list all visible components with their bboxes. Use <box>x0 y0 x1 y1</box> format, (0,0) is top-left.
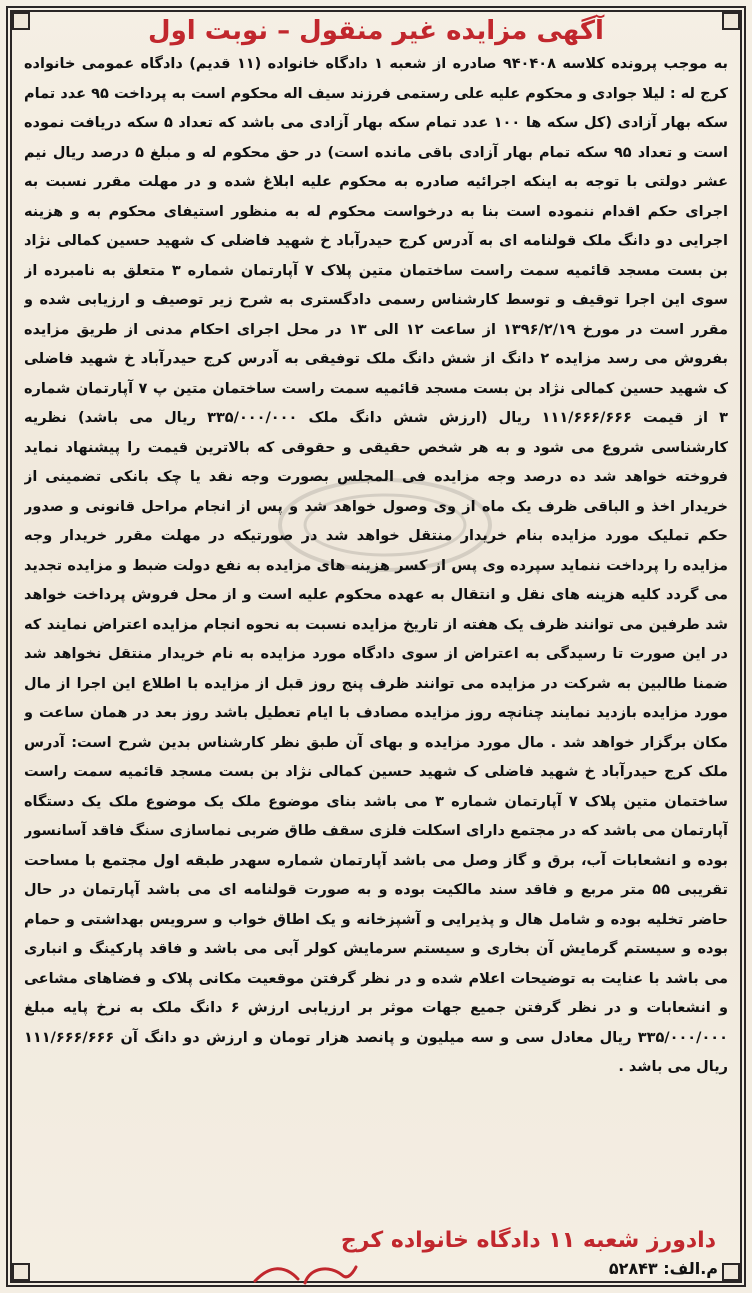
border-corner-ornament <box>12 1263 30 1281</box>
border-corner-ornament <box>722 1263 740 1281</box>
notice-signature: دادورز شعبه ۱۱ دادگاه خانواده کرج <box>340 1228 716 1253</box>
handwritten-mark <box>250 1261 360 1287</box>
reference-number: م.الف: ۵۲۸۴۳ <box>608 1259 718 1278</box>
notice-title: آگهی مزایده غیر منقول – نوبت اول <box>148 16 604 46</box>
notice-body: به موجب پرونده کلاسه ۹۴۰۴۰۸ صادره از شعبه ۱ دادگاه خانواده (۱۱ قدیم) دادگاه عمومی خانواده کرج له : لیلا جوادی و محکوم علیه علی رستمی فرزند سیف اله محکوم است به پرداخت ۹۵ عدد تمام سکه بهار آزادی (کل سکه ها ۱۰۰ عدد تمام سکه بهار آزادی می باشد که تعداد ۵ سکه دریافت نموده است و تعداد ۹۵ سکه تمام بهار آزادی باقی مانده است) در حق محکوم له و مبلغ ۵ درصد ریال نیم عشر دولتی با توجه به اینکه اجرائیه صادره به محکوم علیه ابلاغ شده و در مهلت مقرر نسبت به اجرای حکم اقدام ننموده است بنا به درخواست محکوم له به منظور استیفای محکوم به و هزینه اجرایی دو دانگ ملک قولنامه ای به آدرس کرج حیدرآباد خ شهید فاضلی ک شهید حسین کمالی نژاد بن بست مسجد قائمیه سمت راست ساختمان متین پلاک ۷ آپارتمان شماره ۳ متعلق به نامبرده از سوی این اجرا توقیف و توسط کارشناس رسمی دادگستری به شرح زیر توصیف و ارزیابی شده و مقرر است در مورخ ۱۳۹۶/۲/۱۹ از ساعت ۱۲ الی ۱۳ در محل اجرای احکام مدنی از طریق مزایده بفروش می رسد مزایده ۲ دانگ از شش دانگ ملک توفیقی به آدرس کرج حیدرآباد خ شهید فاضلی ک شهید حسین کمالی نژاد بن بست مسجد قائمیه سمت راست ساختمان متین پ ۷ آپارتمان شماره ۳ از قیمت ۱۱۱/۶۶۶/۶۶۶ ریال (ارزش شش دانگ ملک ۳۳۵/۰۰۰/۰۰۰ ریال می باشد) نظریه کارشناسی شروع می شود و به هر شخص حقیقی و حقوقی که بالاترین قیمت را پیشنهاد نماید فروخته خواهد شد ده درصد وجه مزایده فی المجلس بصورت وجه نقد یا چک بانکی تضمینی از خریدار اخذ و الباقی ظرف یک ماه از وی وصول خواهد شد و پس از انجام مراحل قانونی و صدور حکم تملیک مورد مزایده بنام خریدار منتقل خواهد شد در صورتیکه در مهلت مقرر خریدار وجه مزایده را پرداخت ننماید سپرده وی پس از کسر هزینه های مزایده به نفع دولت ضبط و مزایده تجدید می گردد کلیه هزینه های نقل و انتقال به عهده محکوم علیه است و از محل فروش پرداخت خواهد شد طرفین می توانند ظرف یک هفته از تاریخ مزایده نسبت به نحوه انجام مزایده اعتراض نمایند که در این صورت تا رسیدگی به اعتراض از سوی دادگاه مورد مزایده به نام خریدار منتقل نخواهد شد ضمنا طالبین به شرکت در مزایده می توانند ظرف پنج روز قبل از مزایده با اطلاع این اجرا از مال مورد مزایده بازدید نمایند چنانچه روز مزایده مصادف با ایام تعطیل باشد روز بعد در همان ساعت و مکان برگزار خواهد شد . مال مورد مزایده و بهای آن طبق نظر کارشناس بدین شرح است: آدرس ملک کرج حیدرآباد خ شهید فاضلی ک شهید حسین کمالی نژاد بن بست مسجد قائمیه سمت راست ساختمان متین پلاک ۷ آپارتمان شماره ۳ می باشد بنای موضوع ملک یک موضوع ملک یک دستگاه آپارتمان می باشد که در مجتمع دارای اسکلت فلزی سقف طاق ضربی نماسازی سنگ فاقد آسانسور بوده و انشعابات آب، برق و گاز وصل می باشد آپارتمان شماره سهدر طبقه اول مجتمع با مساحت تقریبی ۵۵ متر مربع و فاقد سند مالکیت بوده و به صورت قولنامه ای می باشد آپارتمان در حال حاضر تخلیه بوده و شامل هال و پذیرایی و آشپزخانه و یک اطاق خواب و سرویس بهداشتی و حمام بوده و سیستم گرمایش آن بخاری و سیستم سرمایش کولر آبی می باشد و فاقد پارکینگ و انباری می باشد با عنایت به توضیحات اعلام شده و در نظر گرفتن موقعیت مکانی پلاک و فضاهای مشاعی و انشعابات و در نظر گرفتن جمیع جهات موثر بر ارزیابی ارزش ۶ دانگ ملک به نرخ پایه مبلغ ۳۳۵/۰۰۰/۰۰۰ ریال معادل سی و سه میلیون و پانصد هزار تومان و ارزش دو دانگ آن ۱۱۱/۶۶۶/۶۶۶ ریال می باشد . <box>24 56 728 1075</box>
